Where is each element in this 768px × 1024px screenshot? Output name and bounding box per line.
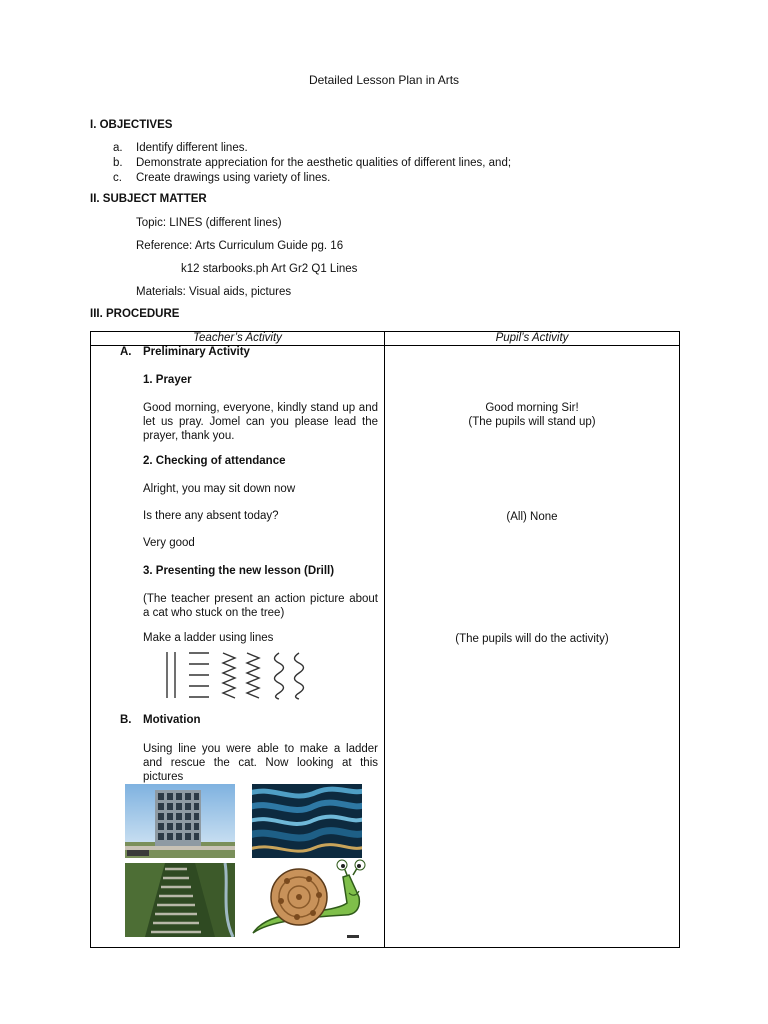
- stairs-picture: [125, 863, 235, 937]
- subject-matter-heading: II. SUBJECT MATTER: [90, 193, 207, 205]
- objective-item: [113, 141, 511, 156]
- line-types-drawing: [161, 651, 321, 701]
- objective-text: Identify different lines.: [136, 142, 248, 154]
- document-title: Detailed Lesson Plan in Arts: [308, 73, 460, 87]
- pupil-activity-text: (The pupils will do the activity): [455, 633, 609, 645]
- objectives-heading: I. OBJECTIVES: [90, 119, 173, 131]
- prayer-title: 1. Prayer: [143, 374, 192, 386]
- objective-text: Create drawings using variety of lines.: [136, 172, 331, 184]
- objective-letter: b.: [113, 157, 123, 169]
- objective-letter: a.: [113, 142, 123, 154]
- table-row: [91, 346, 680, 948]
- curved-line: [295, 653, 304, 699]
- attendance-title: 2. Checking of attendance: [143, 455, 286, 467]
- snail-picture: [249, 859, 367, 941]
- reference-link-text: k12 starbooks.ph Art Gr2 Q1 Lines: [181, 263, 358, 275]
- procedure-heading: III. PROCEDURE: [90, 308, 180, 320]
- objective-text: Demonstrate appreciation for the aesthetic qualities of different lines, and;: [136, 157, 512, 169]
- section-a-title: Preliminary Activity: [143, 346, 250, 358]
- ladder-instruction-text: Make a ladder using lines: [143, 632, 274, 644]
- teacher-activity-cell: [91, 346, 385, 948]
- pupil-none-text: (All) None: [506, 511, 558, 523]
- drill-text: (The teacher present an action picture about a cat who stuck on the tree): [143, 593, 378, 619]
- objectives-list: [113, 141, 511, 186]
- pupil-greeting-text: Good morning Sir!: [485, 402, 579, 414]
- procedure-table: [90, 331, 680, 948]
- very-good-text: Very good: [143, 537, 195, 549]
- absent-question-text: Is there any absent today?: [143, 510, 279, 522]
- prayer-text: Good morning, everyone, kindly stand up and let us pray. Jomel can you please lead the prayer, thank you.: [143, 402, 378, 442]
- pupil-activity-header: Pupil’s Activity: [385, 332, 680, 346]
- reference-text: Reference: Arts Curriculum Guide pg. 16: [136, 240, 344, 252]
- section-b-title: Motivation: [143, 714, 201, 726]
- objective-item: [113, 171, 511, 186]
- section-a-letter: A.: [120, 346, 132, 358]
- zigzag-line: [247, 653, 259, 698]
- teacher-activity-header: Teacher’s Activity: [91, 332, 385, 346]
- drill-title: 3. Presenting the new lesson (Drill): [143, 565, 335, 577]
- water-waves-picture: [252, 784, 362, 858]
- section-b-letter: B.: [120, 714, 132, 726]
- pupil-activity-cell: [385, 346, 680, 948]
- materials-text: Materials: Visual aids, pictures: [136, 286, 292, 298]
- objective-letter: c.: [113, 172, 122, 184]
- pupil-standup-text: (The pupils will stand up): [468, 416, 596, 428]
- curved-line: [275, 653, 284, 699]
- zigzag-line: [223, 653, 235, 698]
- motivation-text: Using line you were able to make a ladder and rescue the cat. Now looking at this pictures: [143, 743, 378, 783]
- topic-text: Topic: LINES (different lines): [136, 217, 282, 229]
- objective-item: [113, 156, 511, 171]
- sit-down-text: Alright, you may sit down now: [143, 483, 296, 495]
- table-header-row: [91, 332, 680, 346]
- building-picture: [125, 784, 235, 858]
